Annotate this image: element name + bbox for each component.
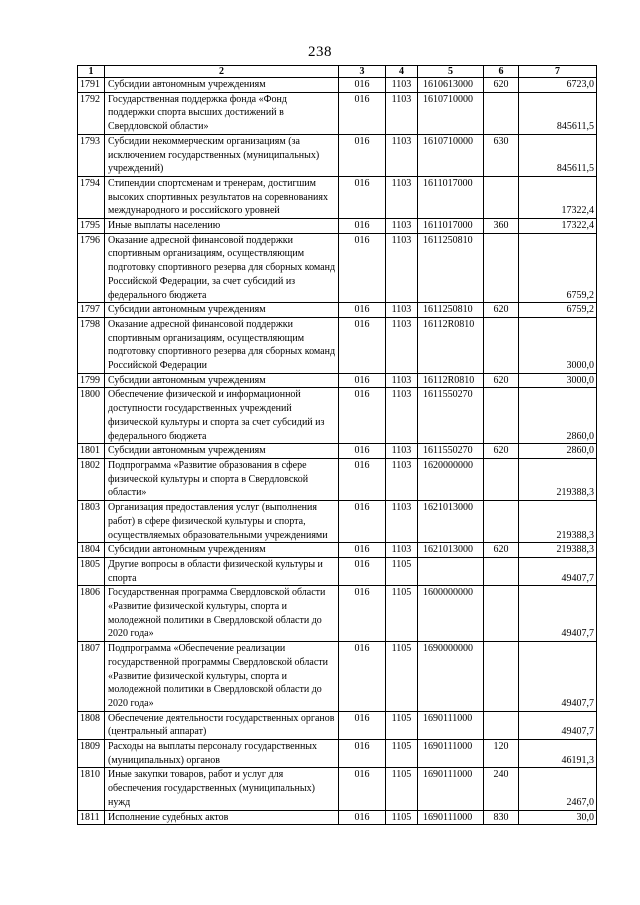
row-expense-type (484, 711, 519, 739)
row-expense-type: 620 (484, 303, 519, 318)
row-name: Подпрограмма «Обеспечение реализации государственной программы Свердловской области «Развитие физической культуры, спорта и молодежной политики в Свердловской области до 2020 года» (105, 642, 339, 712)
row-number: 1804 (78, 543, 105, 558)
row-name: Субсидии автономным учреждениям (105, 78, 339, 93)
row-expense-type (484, 317, 519, 373)
row-expense-type (484, 233, 519, 303)
row-number: 1797 (78, 303, 105, 318)
header-cell: 5 (418, 66, 484, 78)
row-amount: 30,0 (519, 810, 597, 825)
row-department-code: 016 (339, 444, 386, 459)
row-target-article: 1690111000 (418, 740, 484, 768)
row-section-code: 1103 (386, 219, 418, 234)
table-row (78, 78, 597, 93)
row-target-article: 1600000000 (418, 586, 484, 642)
row-target-article: 1610710000 (418, 134, 484, 176)
row-target-article: 1690111000 (418, 810, 484, 825)
table-row (78, 134, 597, 176)
table-row (78, 557, 597, 585)
header-cell: 3 (339, 66, 386, 78)
row-department-code: 016 (339, 768, 386, 810)
row-section-code: 1103 (386, 543, 418, 558)
row-section-code: 1103 (386, 176, 418, 218)
budget-table (77, 65, 597, 825)
row-section-code: 1103 (386, 303, 418, 318)
row-department-code: 016 (339, 134, 386, 176)
row-department-code: 016 (339, 92, 386, 134)
row-expense-type: 620 (484, 543, 519, 558)
row-section-code: 1103 (386, 317, 418, 373)
row-target-article: 1690111000 (418, 768, 484, 810)
row-department-code: 016 (339, 373, 386, 388)
row-target-article: 16112R0810 (418, 373, 484, 388)
row-number: 1810 (78, 768, 105, 810)
row-target-article: 1620000000 (418, 458, 484, 500)
row-target-article: 1621013000 (418, 543, 484, 558)
row-department-code: 016 (339, 233, 386, 303)
table-row (78, 586, 597, 642)
row-number: 1809 (78, 740, 105, 768)
row-department-code: 016 (339, 219, 386, 234)
row-expense-type (484, 557, 519, 585)
table-row (78, 740, 597, 768)
header-cell: 2 (105, 66, 339, 78)
row-department-code: 016 (339, 586, 386, 642)
table-row (78, 768, 597, 810)
table-row (78, 92, 597, 134)
table-row (78, 388, 597, 444)
row-amount: 49407,7 (519, 557, 597, 585)
row-number: 1796 (78, 233, 105, 303)
row-expense-type (484, 501, 519, 543)
row-department-code: 016 (339, 317, 386, 373)
row-department-code: 016 (339, 642, 386, 712)
row-name: Обеспечение физической и информационной доступности государственных учреждений физической культуры и спорта за счет субсидий из федерального бюджета (105, 388, 339, 444)
row-target-article: 1690000000 (418, 642, 484, 712)
table-header-row (78, 66, 597, 78)
table-row (78, 176, 597, 218)
row-name: Оказание адресной финансовой поддержки спортивным организациям, осуществляющим подготовку спортивного резерва для сборных команд Российской Федерации, за счет субсидий из федерального бюджета (105, 233, 339, 303)
row-amount: 219388,3 (519, 501, 597, 543)
row-amount: 17322,4 (519, 176, 597, 218)
row-expense-type: 630 (484, 134, 519, 176)
row-amount: 2860,0 (519, 388, 597, 444)
row-name: Расходы на выплаты персоналу государственных (муниципальных) органов (105, 740, 339, 768)
row-number: 1803 (78, 501, 105, 543)
row-expense-type (484, 176, 519, 218)
row-section-code: 1105 (386, 740, 418, 768)
row-name: Подпрограмма «Развитие образования в сфере физической культуры и спорта в Свердловской области» (105, 458, 339, 500)
row-target-article: 1611550270 (418, 444, 484, 459)
row-target-article: 1621013000 (418, 501, 484, 543)
row-number: 1805 (78, 557, 105, 585)
row-target-article: 16112R0810 (418, 317, 484, 373)
row-target-article: 1690111000 (418, 711, 484, 739)
table-row (78, 543, 597, 558)
row-section-code: 1103 (386, 458, 418, 500)
row-name: Иные закупки товаров, работ и услуг для обеспечения государственных (муниципальных) нужд (105, 768, 339, 810)
row-target-article: 1610710000 (418, 92, 484, 134)
row-section-code: 1105 (386, 557, 418, 585)
row-section-code: 1103 (386, 373, 418, 388)
table-row (78, 219, 597, 234)
row-section-code: 1103 (386, 444, 418, 459)
row-section-code: 1103 (386, 92, 418, 134)
row-amount: 2860,0 (519, 444, 597, 459)
row-name: Субсидии автономным учреждениям (105, 303, 339, 318)
header-cell: 6 (484, 66, 519, 78)
header-cell: 1 (78, 66, 105, 78)
row-department-code: 016 (339, 388, 386, 444)
row-amount: 46191,3 (519, 740, 597, 768)
row-department-code: 016 (339, 176, 386, 218)
row-amount: 49407,7 (519, 711, 597, 739)
row-amount: 845611,5 (519, 134, 597, 176)
row-amount: 845611,5 (519, 92, 597, 134)
row-expense-type (484, 586, 519, 642)
row-section-code: 1103 (386, 388, 418, 444)
table-row (78, 373, 597, 388)
row-amount: 2467,0 (519, 768, 597, 810)
row-name: Стипендии спортсменам и тренерам, достигшим высоких спортивных результатов на соревнованиях международного и российского уровней (105, 176, 339, 218)
row-department-code: 016 (339, 501, 386, 543)
table-row (78, 711, 597, 739)
header-cell: 7 (519, 66, 597, 78)
row-expense-type: 830 (484, 810, 519, 825)
row-target-article: 1611250810 (418, 303, 484, 318)
row-number: 1802 (78, 458, 105, 500)
row-target-article: 1611017000 (418, 219, 484, 234)
row-name: Исполнение судебных актов (105, 810, 339, 825)
row-name: Субсидии автономным учреждениям (105, 543, 339, 558)
header-cell: 4 (386, 66, 418, 78)
row-amount: 219388,3 (519, 543, 597, 558)
row-amount: 49407,7 (519, 586, 597, 642)
row-expense-type: 360 (484, 219, 519, 234)
row-amount: 3000,0 (519, 317, 597, 373)
row-name: Государственная программа Свердловской области «Развитие физической культуры, спорта и молодежной политики в Свердловской области до 2020 года» (105, 586, 339, 642)
table-row (78, 642, 597, 712)
row-number: 1799 (78, 373, 105, 388)
row-amount: 219388,3 (519, 458, 597, 500)
row-expense-type: 120 (484, 740, 519, 768)
table-row (78, 303, 597, 318)
row-section-code: 1105 (386, 810, 418, 825)
table-row (78, 810, 597, 825)
row-number: 1801 (78, 444, 105, 459)
row-section-code: 1105 (386, 642, 418, 712)
table-row (78, 444, 597, 459)
table-row (78, 233, 597, 303)
row-amount: 6723,0 (519, 78, 597, 93)
row-department-code: 016 (339, 711, 386, 739)
row-number: 1808 (78, 711, 105, 739)
row-department-code: 016 (339, 557, 386, 585)
row-number: 1794 (78, 176, 105, 218)
table-row (78, 501, 597, 543)
row-department-code: 016 (339, 78, 386, 93)
row-name: Обеспечение деятельности государственных органов (центральный аппарат) (105, 711, 339, 739)
row-expense-type (484, 92, 519, 134)
page-number: 238 (308, 44, 332, 60)
row-amount: 6759,2 (519, 303, 597, 318)
row-target-article (418, 557, 484, 585)
row-amount: 17322,4 (519, 219, 597, 234)
row-section-code: 1105 (386, 768, 418, 810)
row-name: Субсидии автономным учреждениям (105, 444, 339, 459)
row-name: Иные выплаты населению (105, 219, 339, 234)
row-name: Оказание адресной финансовой поддержки спортивным организациям, осуществляющим подготовку спортивного резерва для сборных команд Российской Федерации (105, 317, 339, 373)
row-target-article: 1611550270 (418, 388, 484, 444)
row-expense-type (484, 458, 519, 500)
row-amount: 49407,7 (519, 642, 597, 712)
row-number: 1807 (78, 642, 105, 712)
row-section-code: 1103 (386, 501, 418, 543)
row-name: Государственная поддержка фонда «Фонд поддержки спорта высших достижений в Свердловской области» (105, 92, 339, 134)
row-section-code: 1105 (386, 586, 418, 642)
row-target-article: 1611250810 (418, 233, 484, 303)
row-section-code: 1105 (386, 711, 418, 739)
row-number: 1791 (78, 78, 105, 93)
row-amount: 6759,2 (519, 233, 597, 303)
row-number: 1795 (78, 219, 105, 234)
row-section-code: 1103 (386, 78, 418, 93)
row-department-code: 016 (339, 810, 386, 825)
row-target-article: 1610613000 (418, 78, 484, 93)
row-number: 1800 (78, 388, 105, 444)
row-expense-type: 620 (484, 444, 519, 459)
row-expense-type (484, 388, 519, 444)
row-number: 1793 (78, 134, 105, 176)
row-number: 1798 (78, 317, 105, 373)
row-name: Другие вопросы в области физической культуры и спорта (105, 557, 339, 585)
row-name: Субсидии некоммерческим организациям (за исключением государственных (муниципальных) учреждений) (105, 134, 339, 176)
row-department-code: 016 (339, 543, 386, 558)
row-section-code: 1103 (386, 233, 418, 303)
row-number: 1806 (78, 586, 105, 642)
row-department-code: 016 (339, 740, 386, 768)
row-target-article: 1611017000 (418, 176, 484, 218)
row-name: Субсидии автономным учреждениям (105, 373, 339, 388)
row-expense-type: 620 (484, 78, 519, 93)
row-name: Организация предоставления услуг (выполнения работ) в сфере физической культуры и спорта, осуществляемых образовательными учреждениями (105, 501, 339, 543)
row-expense-type (484, 642, 519, 712)
row-section-code: 1103 (386, 134, 418, 176)
row-number: 1811 (78, 810, 105, 825)
row-expense-type: 620 (484, 373, 519, 388)
row-department-code: 016 (339, 303, 386, 318)
row-department-code: 016 (339, 458, 386, 500)
table-row (78, 317, 597, 373)
table-row (78, 458, 597, 500)
row-amount: 3000,0 (519, 373, 597, 388)
row-number: 1792 (78, 92, 105, 134)
row-expense-type: 240 (484, 768, 519, 810)
